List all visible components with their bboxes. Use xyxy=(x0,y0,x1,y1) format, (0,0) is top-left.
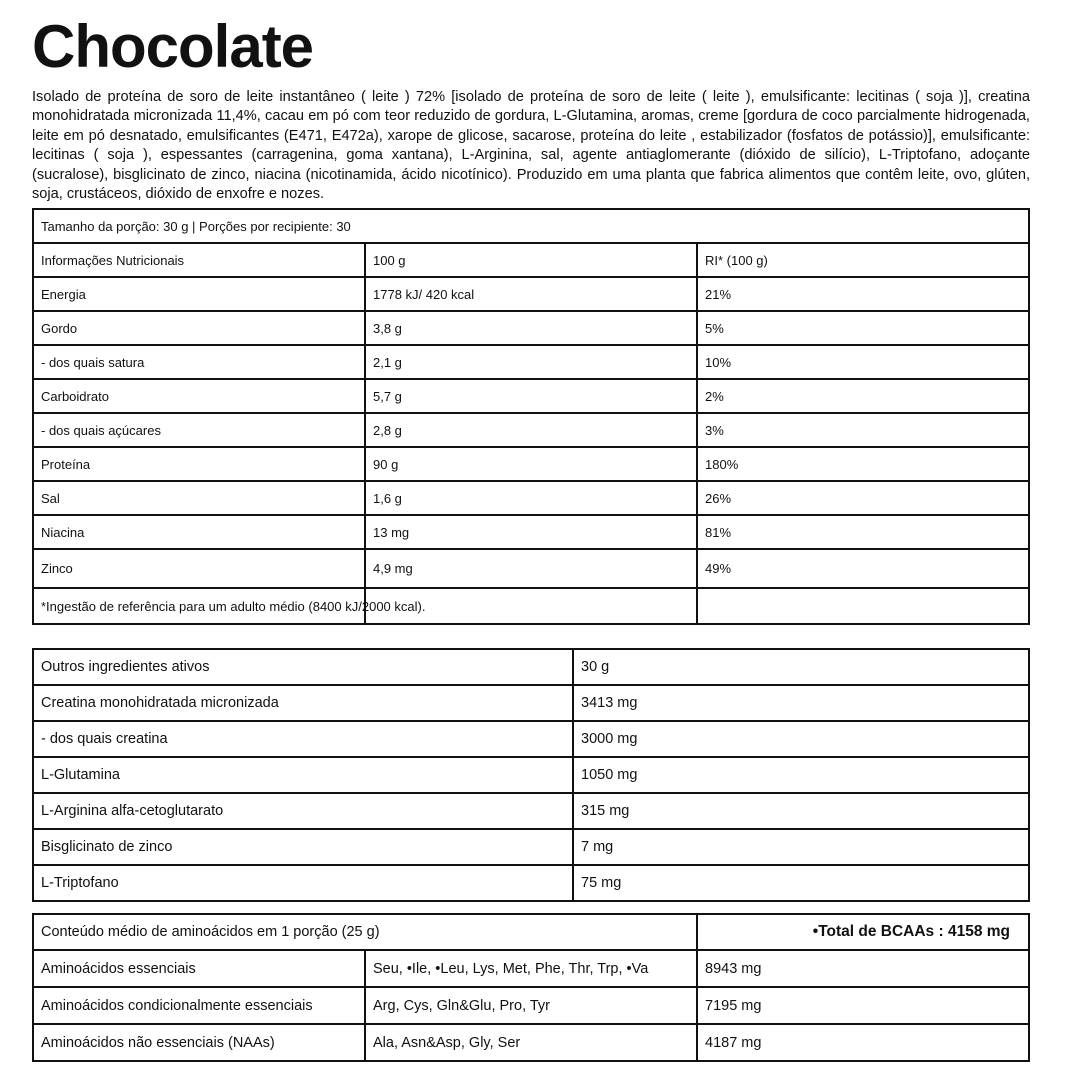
nutrient-value: 5,7 g xyxy=(365,379,697,413)
table-row xyxy=(33,413,1029,447)
amino-header-label: Conteúdo médio de aminoácidos em 1 porção (25 g) xyxy=(33,914,697,950)
ingredient-amount: 75 mg xyxy=(573,865,1029,901)
amino-acids-table xyxy=(32,913,1030,1062)
nutrient-ri: 10% xyxy=(697,345,1029,379)
table-row xyxy=(33,987,1029,1024)
nutrient-name: Gordo xyxy=(33,311,365,345)
table-row xyxy=(33,277,1029,311)
nutrient-name: Carboidrato xyxy=(33,379,365,413)
ingredients-text: Isolado de proteína de soro de leite instantâneo ( leite ) 72% [isolado de proteína de soro de leite ( leite ), emulsificante: lecitinas ( soja )], creatina monohidratada micronizada 11,4%, cacau em pó com teor reduzido de gordura, L-Glutamina, aromas, creme [gordura de coco parcialmente hidrogenada, leite em pó desnatado, emulsificantes (E471, E472a), xarope de glicose, sacarose, proteína do leite , estabilizador (fosfatos de potássio)], emulsificante: lecitinas ( soja ), espessantes (carragenina, goma xantana), L-Arginina, sal, agente antiaglomerante (dióxido de silício), L-Triptofano, adoçante (sucralose), bisglicinato de zinco, niacina (nicotinamida, ácido nicotínico). Produzido em uma planta que fabrica alimentos que contêm leite, ovo, glúten, soja, crustáceos, dióxido de enxofre e nozes. xyxy=(32,89,1030,203)
nutrient-value: 3,8 g xyxy=(365,311,697,345)
nutrient-value: 1,6 g xyxy=(365,481,697,515)
header-label: Informações Nutricionais xyxy=(33,243,365,277)
footnote: *Ingestão de referência para um adulto médio (8400 kJ/2000 kcal). xyxy=(33,588,365,624)
nutrient-ri: 81% xyxy=(697,515,1029,549)
nutrient-name: Zinco xyxy=(33,549,365,588)
total-bcaa: •Total de BCAAs : 4158 mg xyxy=(697,914,1029,950)
nutrient-ri: 21% xyxy=(697,277,1029,311)
ingredient-name: L-Glutamina xyxy=(33,757,573,793)
ingredient-amount: 3413 mg xyxy=(573,685,1029,721)
product-title: Chocolate xyxy=(32,13,314,80)
nutrition-header-row xyxy=(33,243,1029,277)
nutrient-ri: 26% xyxy=(697,481,1029,515)
table-row xyxy=(33,649,1029,685)
nutrient-ri: 180% xyxy=(697,447,1029,481)
ingredient-amount: 30 g xyxy=(573,649,1029,685)
nutrient-value: 90 g xyxy=(365,447,697,481)
amino-list: Arg, Cys, Gln&Glu, Pro, Tyr xyxy=(365,987,697,1024)
table-row xyxy=(33,757,1029,793)
table-row xyxy=(33,685,1029,721)
amino-amount: 4187 mg xyxy=(697,1024,1029,1061)
amino-category: Aminoácidos essenciais xyxy=(33,950,365,987)
nutrition-table xyxy=(32,208,1030,625)
empty-cell xyxy=(697,588,1029,624)
nutrient-value: 1778 kJ/ 420 kcal xyxy=(365,277,697,311)
table-row xyxy=(33,865,1029,901)
nutrient-name: Sal xyxy=(33,481,365,515)
table-row xyxy=(33,950,1029,987)
ingredient-name: L-Arginina alfa-cetoglutarato xyxy=(33,793,573,829)
ingredient-name: - dos quais creatina xyxy=(33,721,573,757)
table-row xyxy=(33,379,1029,413)
nutrient-ri: 49% xyxy=(697,549,1029,588)
amino-category: Aminoácidos não essenciais (NAAs) xyxy=(33,1024,365,1061)
ingredient-name: Creatina monohidratada micronizada xyxy=(33,685,573,721)
amino-list: Ala, Asn&Asp, Gly, Ser xyxy=(365,1024,697,1061)
table-row xyxy=(33,311,1029,345)
ingredient-name: L-Triptofano xyxy=(33,865,573,901)
nutrient-name: Energia xyxy=(33,277,365,311)
nutrient-value: 4,9 mg xyxy=(365,549,697,588)
header-per-100g: 100 g xyxy=(365,243,697,277)
nutrient-name: Proteína xyxy=(33,447,365,481)
table-row xyxy=(33,829,1029,865)
ingredient-name: Bisglicinato de zinco xyxy=(33,829,573,865)
footnote-row xyxy=(33,588,1029,624)
amino-category: Aminoácidos condicionalmente essenciais xyxy=(33,987,365,1024)
nutrient-name: Niacina xyxy=(33,515,365,549)
nutrient-value: 13 mg xyxy=(365,515,697,549)
nutrient-value: 2,8 g xyxy=(365,413,697,447)
other-ingredients-table xyxy=(32,648,1030,902)
table-row xyxy=(33,793,1029,829)
nutrient-ri: 2% xyxy=(697,379,1029,413)
ingredient-amount: 7 mg xyxy=(573,829,1029,865)
nutrient-ri: 3% xyxy=(697,413,1029,447)
table-row xyxy=(33,345,1029,379)
table-row xyxy=(33,721,1029,757)
amino-header-row xyxy=(33,914,1029,950)
amino-amount: 8943 mg xyxy=(697,950,1029,987)
serving-info: Tamanho da porção: 30 g | Porções por recipiente: 30 xyxy=(33,209,1029,243)
serving-row xyxy=(33,209,1029,243)
ingredient-amount: 315 mg xyxy=(573,793,1029,829)
table-row xyxy=(33,549,1029,588)
table-row xyxy=(33,515,1029,549)
table-row xyxy=(33,481,1029,515)
header-ri: RI* (100 g) xyxy=(697,243,1029,277)
nutrient-name: - dos quais açúcares xyxy=(33,413,365,447)
nutrient-ri: 5% xyxy=(697,311,1029,345)
ingredient-amount: 1050 mg xyxy=(573,757,1029,793)
table-row xyxy=(33,1024,1029,1061)
amino-amount: 7195 mg xyxy=(697,987,1029,1024)
nutrient-name: - dos quais satura xyxy=(33,345,365,379)
amino-list: Seu, •Ile, •Leu, Lys, Met, Phe, Thr, Trp, •Va xyxy=(365,950,697,987)
nutrient-value: 2,1 g xyxy=(365,345,697,379)
table-row xyxy=(33,447,1029,481)
ingredient-amount: 3000 mg xyxy=(573,721,1029,757)
ingredient-name: Outros ingredientes ativos xyxy=(33,649,573,685)
